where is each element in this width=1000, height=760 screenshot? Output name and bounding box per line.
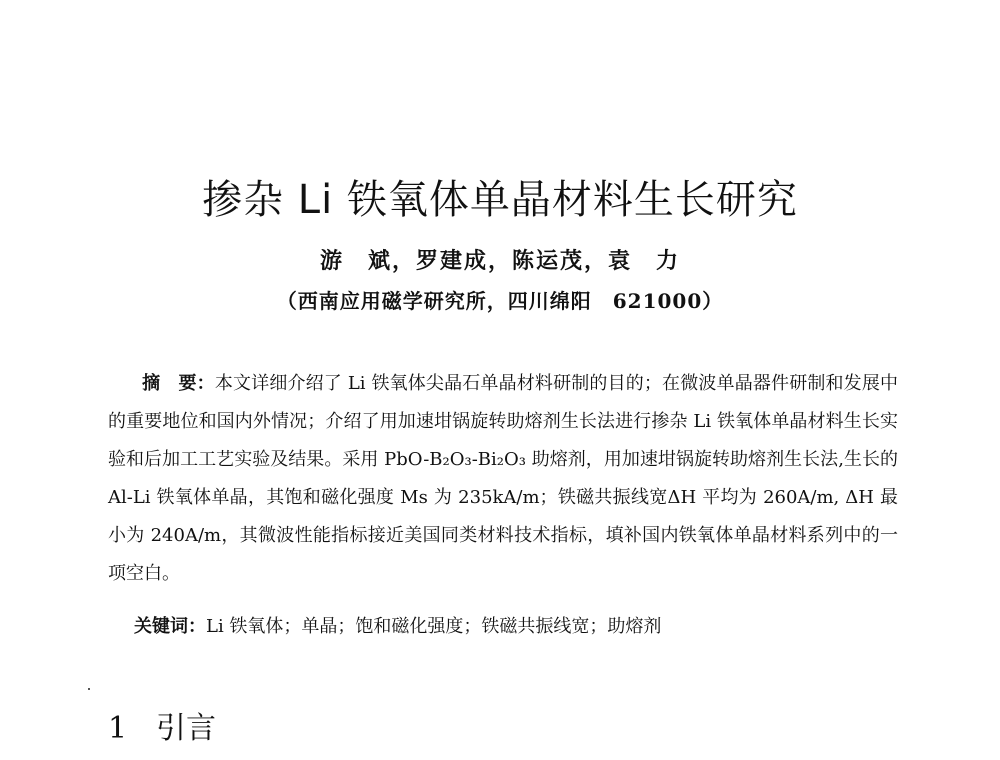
abstract-label: 摘 要： (142, 373, 215, 394)
affiliation: （西南应用磁学研究所，四川绵阳 621000） (276, 289, 724, 313)
section-title: 引言 (156, 711, 216, 746)
scan-speck (88, 688, 90, 690)
section-heading (108, 703, 216, 747)
keywords-label: 关键词： (134, 616, 206, 637)
author-list: 游 斌，罗建成，陈运茂，袁 力 (319, 248, 680, 274)
keywords-text: Li 铁氧体；单晶；饱和磁化强度；铁磁共振线宽；助熔剂 (206, 616, 662, 637)
keywords-block (134, 612, 894, 638)
paper-title: 掺杂 Li 铁氧体单晶材料生长研究 (202, 177, 798, 223)
abstract-text: 本文详细介绍了 Li 铁氧体尖晶石单晶材料研制的目的；在微波单晶器件研制和发展中的重要地位和国内外情况；介绍了用加速坩锅旋转助熔剂生长法进行掺杂 Li 铁氧体单晶材料生长实验和后加工工艺实验及结果。采用 PbO-B₂O₃-Bi₂O₃ 助熔剂，用加速坩锅旋转助熔剂生长法,生长的 Al-Li 铁氧体单晶，其饱和磁化强度 Ms 为 235kA/m；铁磁共振线宽ΔH 平均为 260A/m, ΔH 最小为 240A/m，其微波性能指标接近美国同类材料技术指标，填补国内铁氧体单晶材料系列中的一项空白。 (108, 373, 899, 584)
abstract-block (108, 365, 898, 593)
section-number: 1 (108, 711, 128, 746)
